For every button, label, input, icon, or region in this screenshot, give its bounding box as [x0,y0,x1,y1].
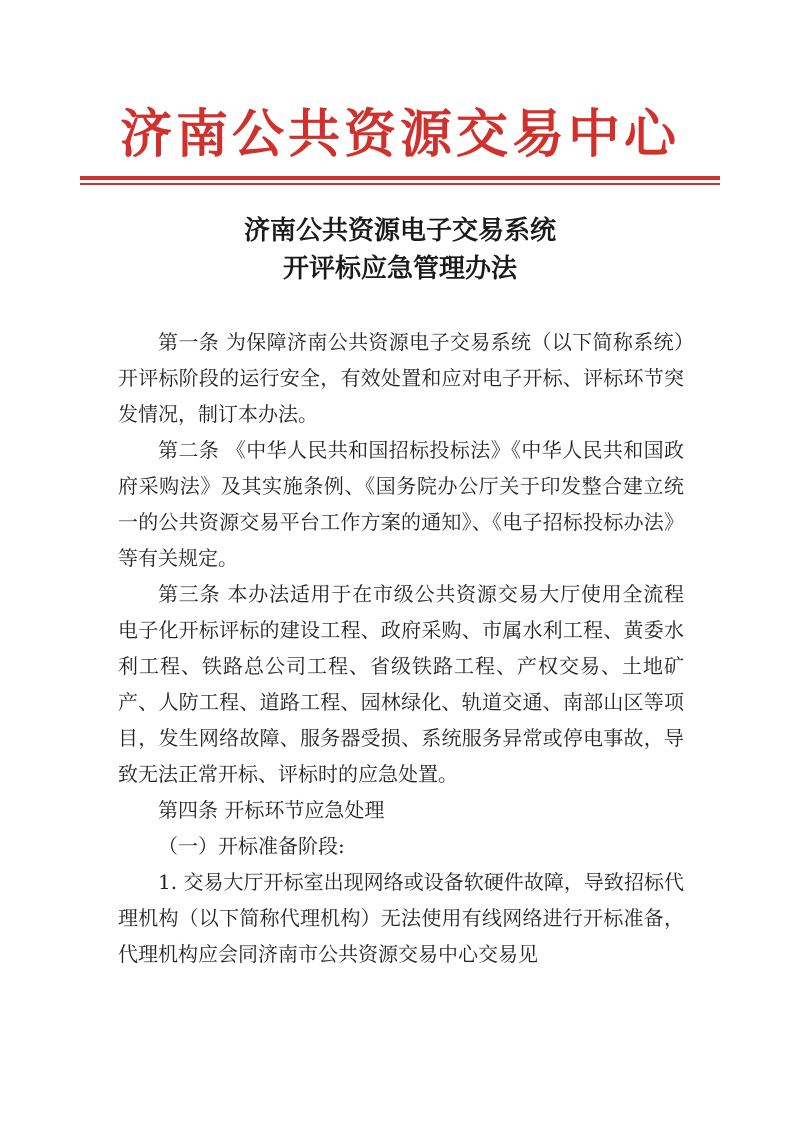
document-title [80,212,720,288]
document-body [118,324,684,972]
article-3: 第三条 本办法适用于在市级公共资源交易大厅使用全流程电子化开标评标的建设工程、政府采购、市属水利工程、黄委水利工程、铁路总公司工程、省级铁路工程、产权交易、土地矿产、人防工程、道路工程、园林绿化、轨道交通、南部山区等项目，发生网络故障、服务器受损、系统服务异常或停电事故，导致无法正常开标、评标时的应急处置。 [118,582,684,786]
letterhead-rule-thin [80,183,720,185]
item-1: 1. 交易大厅开标室出现网络或设备软硬件故障，导致招标代理机构（以下简称代理机构）无法使用有线网络进行开标准备，代理机构应会同济南市公共资源交易中心交易见 [118,870,684,966]
letterhead-rule-thick [80,176,720,180]
letterhead-org-name: 济南公共资源交易中心 [119,104,680,165]
document-title-line-1: 济南公共资源电子交易系统 [243,216,556,246]
article-2: 第二条 《中华人民共和国招标投标法》《中华人民共和国政府采购法》及其实施条例、《国务院办公厅关于印发整合建立统一的公共资源交易平台工作方案的通知》、《电子招标投标办法》等有关规定。 [118,438,684,570]
article-4-heading: 第四条 开标环节应急处理 [158,798,385,822]
section-1-heading: （一）开标准备阶段: [158,834,345,858]
document-title-line-2: 开评标应急管理办法 [282,254,517,284]
article-1: 第一条 为保障济南公共资源电子交易系统（以下简称系统）开评标阶段的运行安全，有效处置和应对电子开标、评标环节突发情况，制订本办法。 [118,330,684,426]
